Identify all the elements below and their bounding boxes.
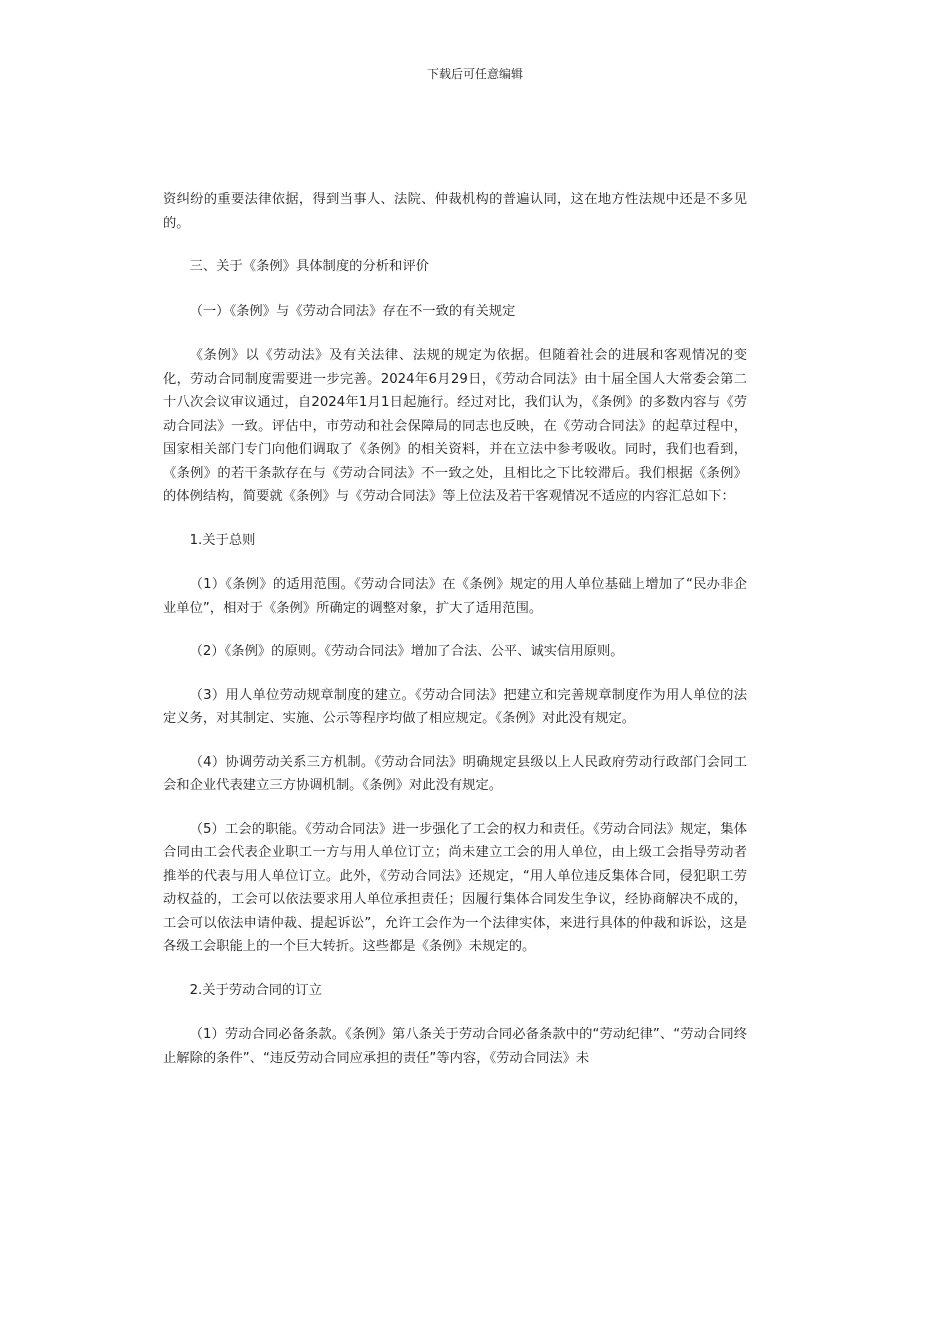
page-header: 下载后可任意编辑 — [426, 67, 523, 81]
subsection-heading-1: （一）《条例》与《劳动合同法》存在不一致的有关规定 — [189, 303, 516, 319]
item-heading-general-provisions: 1.关于总则 — [189, 532, 256, 548]
section-heading-3: 三、关于《条例》具体制度的分析和评价 — [189, 259, 429, 274]
paragraph-regulation-basis: 《条例》以《劳动法》及有关法律、法规的规定为依据。但随着社会的进展和客观情况的变化，劳动合同制度需要进一步完善。2024年6月29日，《劳动合同法》由十届全国人大常委会第二十八次会议审议通过，自2024年1月1日起施行。经过对比，我们认为，《条例》的多数内容与《劳动合同法》一致。评估中，市劳动和社会保障局的同志也反映，在《劳动合同法》的起草过程中，国家相关部门专门向他们调取了《条例》的相关资料，并在立法中参考吸收。同时，我们也看到，《条例》的若干条款存在与《劳动合同法》不一致之处，且相比之下比较滞后。我们根据《条例》的体例结构，简要就《条例》与《劳动合同法》等上位法及若干客观情况不适应的内容汇总如下： — [163, 348, 747, 504]
paragraph-scope: （1）《条例》的适用范围。《劳动合同法》在《条例》规定的用人单位基础上增加了“民办非企业单位”，相对于《条例》所确定的调整对象，扩大了适用范围。 — [163, 577, 747, 616]
item-heading-contract-conclusion: 2.关于劳动合同的订立 — [189, 982, 322, 998]
paragraph-mandatory-clauses: （1）劳动合同必备条款。《条例》第八条关于劳动合同必备条款中的“劳动纪律”、“劳动合同终止解除的条件”、“违反劳动合同应承担的责任”等内容，《劳动合同法》未 — [163, 1027, 747, 1066]
paragraph-continuation: 资纠纷的重要法律依据，得到当事人、法院、仲裁机构的普遍认同，这在地方性法规中还是不多见的。 — [163, 192, 747, 231]
paragraph-principles: （2）《条例》的原则。《劳动合同法》增加了合法、公平、诚实信用原则。 — [189, 644, 624, 659]
document-body — [163, 188, 747, 1090]
paragraph-tripartite-mechanism: （4）协调劳动关系三方机制。《劳动合同法》明确规定县级以上人民政府劳动行政部门会同工会和企业代表建立三方协调机制。《条例》对此没有规定。 — [163, 754, 747, 793]
paragraph-rules-system: （3）用人单位劳动规章制度的建立。《劳动合同法》把建立和完善规章制度作为用人单位的法定义务，对其制定、实施、公示等程序均做了相应规定。《条例》对此没有规定。 — [163, 687, 747, 726]
paragraph-union-functions: （5）工会的职能。《劳动合同法》进一步强化了工会的权力和责任。《劳动合同法》规定，集体合同由工会代表企业职工一方与用人单位订立；尚未建立工会的用人单位，由上级工会指导劳动者推举的代表与用人单位订立。此外，《劳动合同法》还规定，“用人单位违反集体合同，侵犯职工劳动权益的，工会可以依法要求用人单位承担责任；因履行集体合同发生争议，经协商解决不成的，工会可以依法申请仲裁、提起诉讼”，允许工会作为一个法律实体，来进行具体的仲裁和诉讼，这是各级工会职能上的一个巨大转折。这些都是《条例》未规定的。 — [163, 821, 747, 954]
